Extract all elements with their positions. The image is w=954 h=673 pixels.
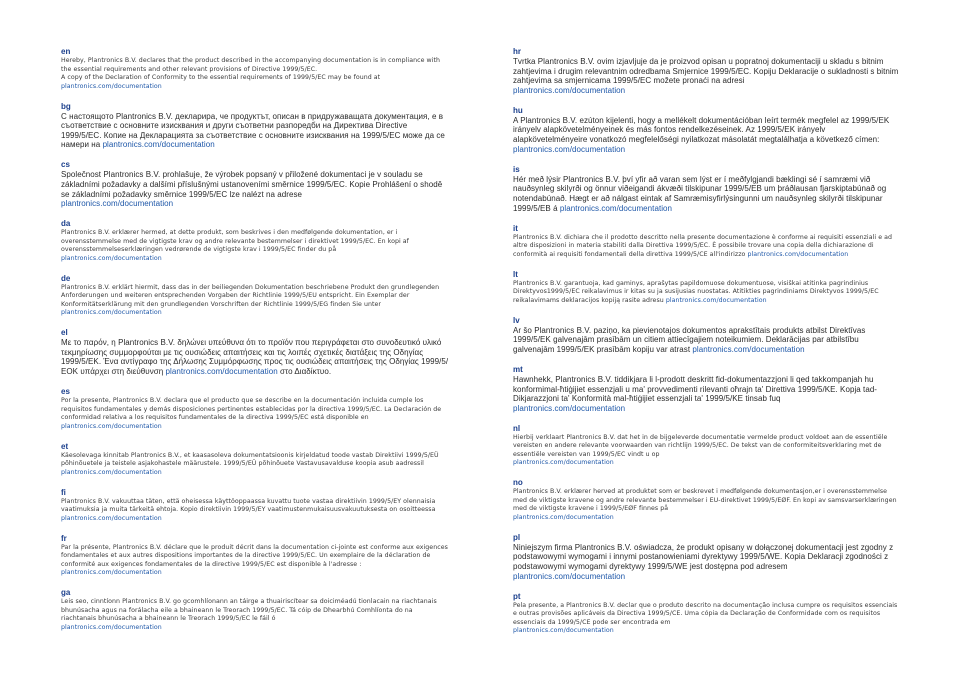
declaration-et: [61, 442, 449, 478]
documentation-link[interactable]: plantronics.com/documentation: [513, 85, 626, 95]
documentation-link[interactable]: plantronics.com/documentation: [61, 309, 162, 317]
language-code: et: [61, 441, 69, 451]
declaration-pt: [513, 592, 901, 636]
declaration-text: [61, 544, 449, 578]
language-code: nl: [513, 423, 521, 433]
declaration-text: [513, 434, 901, 468]
declaration-nl: [513, 424, 901, 468]
declaration-en: [61, 47, 449, 91]
declaration-paragraph: С настоящото Plantronics B.V. декларира, че продуктът, описан в придружаващата документация, е в съответствие с основните изисквания и други съответни разпоредби на Директива Directive 1999/5/EC. Копие на Декларацията за съответствие с основните изисквания на 1999/5/EC може да се намери на: [61, 111, 445, 150]
declaration-is: [513, 165, 901, 213]
declaration-paragraph: Plantronics B.V. erklærer hermed, at dette produkt, som beskrives i den medfølgende dokumentation, er i overensstemmelse med de vigtigste krav og andre relevante bestemmelser i direktivet 1999/5/EC. En kopi af overensstemmelseserklæringen vedrørende de vigtigste krav i 1999/5/EC finder du på: [61, 229, 409, 254]
declaration-text: [513, 488, 901, 522]
declaration-mt: [513, 365, 901, 413]
documentation-link[interactable]: plantronics.com/documentation: [513, 459, 614, 467]
language-code: lv: [513, 315, 520, 325]
declaration-paragraph: Plantronics B.V. vakuuttaa täten, että oheisessa käyttöoppaassa kuvattu tuote vastaa direktiivin 1999/5/EY olennaisia vaatimuksia ja muita tärkeitä ehtoja. Kopio direktiivin 1999/5/EY vaatimustenmukaisuusvakuutuksesta on osoitteessa: [61, 497, 436, 514]
documentation-link[interactable]: plantronics.com/documentation: [692, 344, 805, 354]
declaration-text: [513, 234, 901, 260]
declaration-paragraph: A copy of the Declaration of Conformity to the essential requirements of 1999/5/EC may be found at: [61, 74, 381, 81]
declaration-suffix: στο Διαδίκτυο.: [277, 367, 332, 377]
declaration-text: [61, 452, 449, 478]
language-code: no: [513, 478, 523, 488]
declaration-ga: [61, 588, 449, 632]
documentation-link[interactable]: plantronics.com/documentation: [61, 514, 162, 522]
declaration-text: [513, 375, 901, 413]
declaration-it: [513, 224, 901, 260]
language-code: pl: [513, 532, 521, 542]
declaration-cs: [61, 160, 449, 208]
right-column: [513, 47, 901, 646]
language-code: lt: [513, 269, 518, 279]
language-code: fi: [61, 487, 66, 497]
documentation-link[interactable]: plantronics.com/documentation: [61, 569, 162, 577]
language-code: it: [513, 223, 518, 233]
declaration-text: [513, 326, 901, 355]
declaration-paragraph: Por la presente, Plantronics B.V. declara que el producto que se describe en la documentación incluida cumple los requisitos fundamentales y demás disposiciones pertinentes establecidas por la directiva 1999/5/EC. La Declaración de conformidad relativa a los requisitos fundamentales de la directiva 1999/5/EC está disponible en: [61, 397, 442, 422]
documentation-link[interactable]: plantronics.com/documentation: [665, 296, 767, 304]
documentation-link[interactable]: plantronics.com/documentation: [102, 140, 215, 150]
language-code: is: [513, 164, 520, 174]
declaration-da: [61, 219, 449, 263]
declaration-text: [513, 602, 901, 636]
language-code: fr: [61, 533, 67, 543]
declaration-pl: [513, 533, 901, 581]
declaration-no: [513, 478, 901, 522]
declaration-text: [61, 112, 449, 150]
declaration-fr: [61, 534, 449, 578]
language-code: es: [61, 387, 70, 397]
declaration-text: [513, 175, 901, 213]
documentation-link[interactable]: plantronics.com/documentation: [165, 367, 278, 377]
declaration-text: [61, 229, 449, 263]
declaration-paragraph: Pela presente, a Plantronics B.V. declar que o produto descrito na documentação inclusa cumpre os requisitos essenciais e outras provisões aplicáveis da Directiva 1999/5/CE. Uma cópia da Declaração de Conformidade com os requisitos essenciais da 1999/5/CE pode ser encontrada em: [513, 601, 898, 626]
declaration-paragraph: Leis seo, cinntíonn Plantronics B.V. go gcomhlíonann an táirge a thuairiscítear sa doiciméadú tionlacain na riachtanais bhunúsacha agus na forálacha eile a bhaineann le Treorach 1999/5/EC. Tá cóip de Dhearbhú Comhlíonta do na riachtanais bhunúsacha a bhaineann le Treorach 1999/5/EC le fáil ó: [61, 598, 437, 623]
declaration-text: [61, 598, 449, 632]
declaration-text: [513, 543, 901, 581]
documentation-link[interactable]: plantronics.com/documentation: [513, 513, 614, 521]
declaration-text: [61, 338, 449, 376]
language-code: bg: [61, 101, 71, 111]
declaration-lt: [513, 270, 901, 306]
documentation-link[interactable]: plantronics.com/documentation: [61, 82, 162, 90]
language-code: en: [61, 47, 71, 56]
documentation-link[interactable]: plantronics.com/documentation: [747, 250, 849, 258]
declaration-hu: [513, 106, 901, 154]
language-code: mt: [513, 364, 523, 374]
documentation-link[interactable]: plantronics.com/documentation: [513, 403, 626, 413]
declaration-paragraph: Plantronics B.V. dichiara che il prodotto descritto nella presente documentazione è conforme ai requisiti essenziali e ad altre disposizioni in materia stabiliti dalla Direttiva 1999/5/EC. È possibile trovare una copia della dichiarazione di conformità ai requisiti fondamentali della direttiva 1999/5/CE all'indirizzo: [513, 233, 893, 258]
language-code: hu: [513, 105, 523, 115]
documentation-link[interactable]: plantronics.com/documentation: [61, 623, 162, 631]
declaration-paragraph: Tvrtka Plantronics B.V. ovim izjavljuje da je proizvod opisan u popratnoj dokumentaciji u skladu s bitnim zahtjevima i drugim relevantnim odredbama Smjernice 1999/5/EC. Kopiju Deklaracije o sukladnosti s bitnim zahtjevima sa smjernicama 1999/5/EC možete pronaći na adresi: [513, 57, 899, 86]
declaration-text: [513, 280, 901, 306]
documentation-link[interactable]: plantronics.com/documentation: [61, 254, 162, 262]
declaration-paragraph: Με το παρόν, η Plantronics B.V. δηλώνει υπεύθυνα ότι το προϊόν που περιγράφεται στο συνοδευτικό υλικό τεκμηρίωσης συμμορφούται με τις ουσιώδεις απαιτήσεις και τις λοιπές σχετικές διατάξεις της Οδηγίας 1999/5/ΕΚ. Ένα αντίγραφο της Δήλωσης Συμμόρφωσης προς τις ουσιώδεις απαιτήσεις της Οδηγίας 1999/5/ΕΟΚ υπάρχει στη διεύθυνση: [61, 338, 449, 377]
documentation-link[interactable]: plantronics.com/documentation: [513, 571, 626, 581]
documentation-link[interactable]: plantronics.com/documentation: [513, 144, 626, 154]
declaration-paragraph: Plantronics B.V. erklærer herved at produktet som er beskrevet i medfølgende dokumentasjon,er i overensstemmelse med de viktigste kravene og andre relevante bestemmelser i EU-direktivet 1999/5/EØF. En kopi av samsvarserklæringen med de viktigste kravene i 1999/5/EØF finnes på: [513, 488, 897, 513]
declaration-paragraph: Společnost Plantronics B.V. prohlašuje, že výrobek popsaný v přiložené dokumentaci je v souladu se základními požadavky a dalšími příslušnými ustanoveními směrnice 1999/5/EC. Kopie Prohlášení o shodě se základními požadavky směrnice 1999/5/EC lze nalézt na adrese: [61, 170, 443, 199]
language-code: pt: [513, 591, 521, 601]
language-code: cs: [61, 160, 70, 170]
declaration-paragraph: Käesolevaga kinnitab Plantronics B.V., et kaasasoleva dokumentatsioonis kirjeldatud toode vastab Direktiivi 1999/5/EÜ põhinõuetele ja teistele asjakohastele määrustele. 1999/5/EÜ põhinõuete Vastavusavalduse koopia asub aadressil: [61, 451, 439, 468]
declaration-text: [513, 57, 901, 95]
declaration-paragraph: Plantronics B.V. garantuoja, kad gaminys, aprašytas papildomuose dokumentuose, visiškai atitinka pagrindinius Direktyvos1999/5/EC reikalavimus ir kitas su ja susijusias nuostatas. Atitikties pagrindiniams Direktyvos 1999/5/EC reikalavimams deklaracijos kopiją rasite adresu: [513, 279, 879, 304]
documentation-link[interactable]: plantronics.com/documentation: [559, 203, 673, 213]
declaration-paragraph: Hereby, Plantronics B.V. declares that the product described in the accompanying documentation is in compliance with the essential requirements and other relevant provisions of Directive 1999/5/EC.: [61, 57, 440, 73]
declaration-paragraph: Ar šo Plantronics B.V. paziņo, ka pievienotajos dokumentos aprakstītais produkts atbilst Direktīvas 1999/5/EK galvenajām prasībām un citiem attiecīgajiem noteikumiem. Deklarācijas par atbilstību galvenajām 1999/5/EK prasībām kopiju var atrast: [513, 325, 866, 354]
language-code: ga: [61, 588, 71, 598]
declaration-paragraph: Par la présente, Plantronics B.V. déclare que le produit décrit dans la documentation ci-jointe est conforme aux exigences fondamentales et aux autres dispositions importantes de la directive 1999/5/EC. Un exemplaire de la déclaration de conformité aux exigences fondamentales de la directive 1999/5/EC est disponible à l'adresse :: [61, 543, 448, 568]
declaration-fi: [61, 488, 449, 524]
declaration-text: [61, 284, 449, 318]
declaration-bg: [61, 102, 449, 150]
declaration-paragraph: Plantronics B.V. erklärt hiermit, dass das in der beiliegenden Dokumentation beschriebene Produkt den grundlegenden Anforderungen und weiteren entsprechenden Vorgaben der Richtlinie 1999/5/EU entspricht. Ein Exemplar der Konformitätserklärung mit den grundlegenden Vorschriften der Richtlinie 1999/5/EG finden Sie unter: [61, 283, 440, 308]
language-code: da: [61, 219, 71, 229]
declaration-text: [61, 57, 449, 91]
documentation-link[interactable]: plantronics.com/documentation: [61, 422, 162, 430]
documentation-link[interactable]: plantronics.com/documentation: [513, 627, 614, 635]
declaration-text: [513, 116, 901, 154]
documentation-link[interactable]: plantronics.com/documentation: [61, 199, 174, 209]
documentation-link[interactable]: plantronics.com/documentation: [61, 468, 162, 476]
declaration-de: [61, 274, 449, 318]
declaration-es: [61, 387, 449, 431]
declaration-text: [61, 170, 449, 208]
declaration-lv: [513, 316, 901, 355]
declaration-paragraph: Hér með lýsir Plantronics B.V. því yfir að varan sem lýst er í meðfylgjandi bæklingi sé í samræmi við nauðsynleg skilyrði og önnur viðeigandi ákvæði tilskipunar 1999/5/EB um þráðlausan fjarskiptabúnað og notendabúnað. Hægt er að nálgast eintak af Samræmisyfirlýsingunni um nauðsynleg skilyrði tilskipunar 1999/5/EB á: [513, 174, 887, 213]
declaration-paragraph: Hawnhekk, Plantronics B.V. tiddikjara li l-prodott deskritt fid-dokumentazzjoni li qed takkompanjah hu konformimal-ħtiġijiet essenzjali u ma' provvedimenti rilevanti oħrajn ta' Direttiva 1999/5/KE. Kopja tad-Dikjarazzjoni ta' Konformità mal-ħtiġijiet essenzjali ta' 1999/5/KE tinsab fuq: [513, 374, 878, 404]
left-column: [61, 47, 449, 643]
declaration-hr: [513, 47, 901, 95]
declaration-text: [61, 498, 449, 524]
language-code: de: [61, 273, 71, 283]
declaration-paragraph: Hierbij verklaart Plantronics B.V. dat het in de bijgeleverde documentatie vermelde product voldoet aan de essentiële vereisten en andere relevante voorwaarden van richtlijn 1999/5/EC. De tekst van de conformiteitsverklaring met de essentiële vereisten van 1999/5/EC vindt u op: [513, 433, 888, 458]
declaration-paragraph: Niniejszym firma Plantronics B.V. oświadcza, że produkt opisany w dołączonej dokumentacji jest zgodny z podstawowymi wymogami i innymi postanowieniami dyrektywy 1999/5/WE. Kopia Deklaracji zgodności z podstawowymi wymogami dyrektywy 1999/5/WE jest dostępna pod adresem: [513, 542, 894, 571]
declaration-el: [61, 328, 449, 376]
language-code: el: [61, 328, 68, 338]
declaration-text: [61, 397, 449, 431]
language-code: hr: [513, 47, 521, 56]
declaration-paragraph: A Plantronics B.V. ezúton kijelenti, hogy a mellékelt dokumentációban leírt termék megfelel az 1999/5/EK irányelv alapkövetelményeinek és más fontos rendelkezéseinek. Az 1999/5/EK irányelv alapkövetelményeire vonatkozó megfelelőségi nyilatkozat másolatát megtalálhatja a következő címen:: [513, 115, 890, 145]
